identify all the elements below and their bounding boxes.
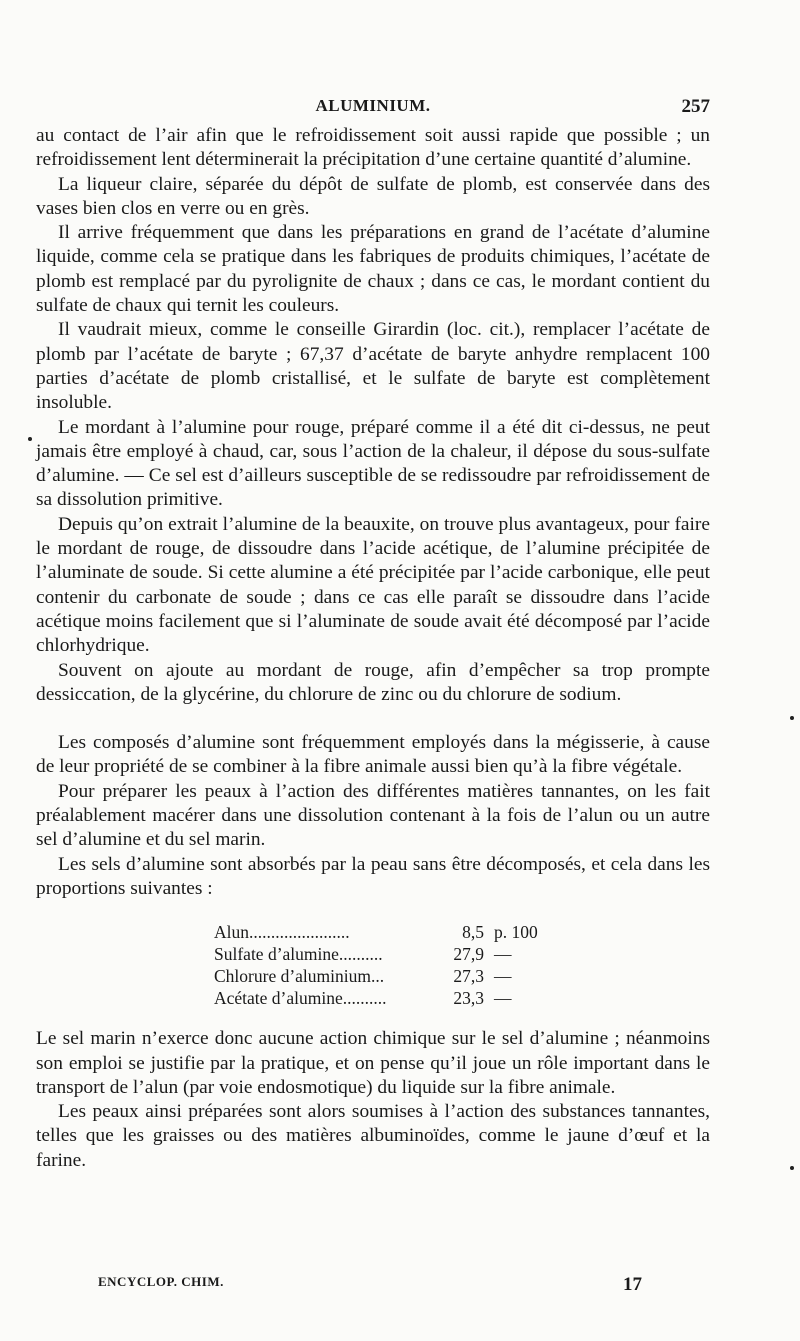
page-footer bbox=[36, 1274, 710, 1298]
margin-speck bbox=[28, 437, 32, 441]
table-cell-unit: p. 100 bbox=[494, 922, 538, 943]
proportions-table bbox=[36, 921, 710, 1009]
printer-signature: ENCYCLOP. CHIM. bbox=[98, 1274, 224, 1289]
table-cell-unit: — bbox=[494, 966, 512, 987]
page-number: 257 bbox=[681, 96, 710, 117]
paragraph: au contact de l’air afin que le refroidissement soit aussi rapide que possible ; un refroidissement lent déterminerait la précipitation d’une certaine quantité d’alumine. bbox=[36, 125, 710, 171]
paragraph: Souvent on ajoute au mordant de rouge, afin d’empêcher sa trop prompte dessiccation, de la glycérine, du chlorure de zinc ou du chlorure de sodium. bbox=[36, 659, 710, 705]
paragraph: Il vaudrait mieux, comme le conseille Girardin (loc. cit.), remplacer l’acétate de plomb par l’acétate de baryte ; 67,37 d’acétate de baryte anhydre remplacent 100 parties d’acétate de plomb cristallisé, et le sulfate de baryte est complètement insoluble. bbox=[36, 319, 710, 414]
table-cell-value: 27,9 bbox=[453, 944, 484, 965]
table-row bbox=[214, 965, 710, 987]
table-row bbox=[214, 987, 710, 1009]
signature-number: 17 bbox=[623, 1274, 642, 1295]
paragraph: Les sels d’alumine sont absorbés par la peau sans être décomposés, et cela dans les proportions suivantes : bbox=[36, 853, 710, 899]
page-header bbox=[36, 96, 710, 120]
table-cell-unit: — bbox=[494, 988, 512, 1009]
table-cell-value: 27,3 bbox=[453, 966, 484, 987]
table-cell-name: Chlorure d’aluminium... bbox=[214, 966, 385, 987]
table-cell-value: 8,5 bbox=[462, 922, 484, 943]
paragraph: Les composés d’alumine sont fréquemment employés dans la mégisserie, à cause de leur propriété de se combiner à la fibre animale aussi bien qu’à la fibre végétale. bbox=[36, 732, 710, 778]
paragraph: La liqueur claire, séparée du dépôt de sulfate de plomb, est conservée dans des vases bien clos en verre ou en grès. bbox=[36, 173, 710, 219]
paragraph: Les peaux ainsi préparées sont alors soumises à l’action des substances tannantes, telles que les graisses ou des matières albuminoïdes, comme le jaune d’œuf et la farine. bbox=[36, 1101, 710, 1171]
margin-speck bbox=[790, 1166, 794, 1170]
table-cell-name: Alun....................... bbox=[214, 922, 350, 943]
paragraph: Il arrive fréquemment que dans les préparations en grand de l’acétate d’alumine liquide, comme cela se pratique dans les fabriques de produits chimiques, l’acétate de plomb est remplacé par du pyrolignite de chaux ; dans ce cas, le mordant contient du sulfate de chaux qui ternit les couleurs. bbox=[36, 222, 710, 317]
body-text bbox=[36, 124, 710, 1173]
table-cell-value: 23,3 bbox=[453, 988, 484, 1009]
table-cell-name: Sulfate d’alumine.......... bbox=[214, 944, 383, 965]
table-row bbox=[214, 943, 710, 965]
running-title: ALUMINIUM. bbox=[315, 96, 431, 115]
margin-speck bbox=[790, 716, 794, 720]
paragraph: Depuis qu’on extrait l’alumine de la beauxite, on trouve plus avantageux, pour faire le mordant de rouge, de dissoudre dans l’acide acétique, de l’alumine précipitée de l’aluminate de soude. Si cette alumine a été précipitée par l’acide carbonique, elle peut contenir du carbonate de soude ; dans ce cas elle paraît se dissoudre dans l’acide acétique moins facilement que si l’aluminate de soude avait été décomposé par l’acide chlorhydrique. bbox=[36, 513, 710, 657]
table-row bbox=[214, 921, 710, 943]
paragraph: Pour préparer les peaux à l’action des différentes matières tannantes, on les fait préalablement macérer dans une dissolution contenant à la fois de l’alun ou un autre sel d’alumine et du sel marin. bbox=[36, 780, 710, 851]
table-cell-unit: — bbox=[494, 944, 512, 965]
paragraph: Le sel marin n’exerce donc aucune action chimique sur le sel d’alumine ; néanmoins son emploi se justifie par la pratique, et on pense qu’il joue un rôle important dans le transport de l’alun (par voie endosmotique) du liquide sur la fibre animale. bbox=[36, 1028, 710, 1098]
paragraph: Le mordant à l’alumine pour rouge, préparé comme il a été dit ci-dessus, ne peut jamais être employé à chaud, car, sous l’action de la chaleur, il dépose du sous-sulfate d’alumine. — Ce sel est d’ailleurs susceptible de se redissoudre par refroidissement de sa dissolution primitive. bbox=[36, 416, 710, 511]
table-cell-name: Acétate d’alumine.......... bbox=[214, 988, 387, 1009]
